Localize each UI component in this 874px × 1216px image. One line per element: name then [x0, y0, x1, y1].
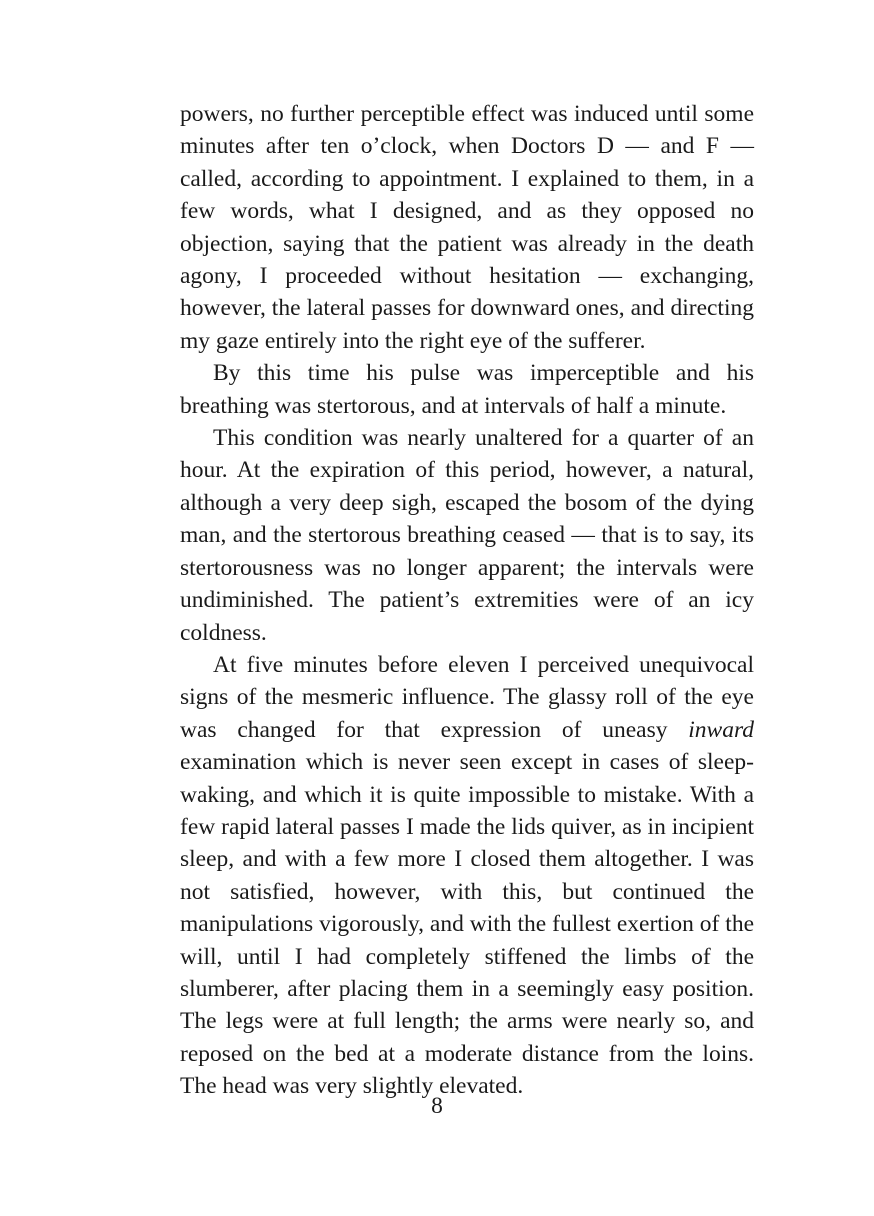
paragraph-2: By this time his pulse was imperceptible and his breathing was stertorous, and at intervals of half a minute.	[180, 360, 754, 419]
paragraph-4	[180, 649, 754, 1103]
paragraph-4-emphasis: inward	[688, 716, 754, 743]
body-text	[180, 98, 754, 1103]
paragraph-3: This condition was nearly unaltered for a quarter of an hour. At the expiration of this period, however, a natural, although a very deep sigh, escaped the bosom of the dying man, and the stertorous breathing ceased — that is to say, its stertorousness was no longer apparent; the intervals were undiminished. The patient’s extremities were of an icy coldness.	[180, 425, 754, 646]
page-number: 8	[431, 1093, 443, 1119]
paragraph-4-text-before: At five minutes before eleven I perceived unequivocal signs of the mesmeric influence. The glassy roll of the eye was changed for that expression of uneasy	[180, 651, 754, 743]
paragraph-1: powers, no further perceptible effect was induced until some minutes after ten o’clock, when Doctors D — and F — called, according to appointment. I explained to them, in a few words, what I designed, and as they opposed no objection, saying that the patient was already in the death agony, I proceeded without hesitation — exchanging, however, the lateral passes for downward ones, and directing my gaze entirely into the right eye of the sufferer.	[180, 101, 754, 354]
paragraph-4-text-after: examination which is never seen except in cases of sleep-waking, and which it is quite impossible to mistake. With a few rapid lateral passes I made the lids quiver, as in incipient sleep, and with a few more I closed them altogether. I was not satisfied, however, with this, but continued the manipulations vigorously, and with the fullest exertion of the will, until I had completely stiffened the limbs of the slumberer, after placing them in a seemingly easy position. The legs were at full length; the arms were nearly so, and reposed on the bed at a moderate distance from the loins. The head was very slightly elevated.	[180, 749, 754, 1100]
